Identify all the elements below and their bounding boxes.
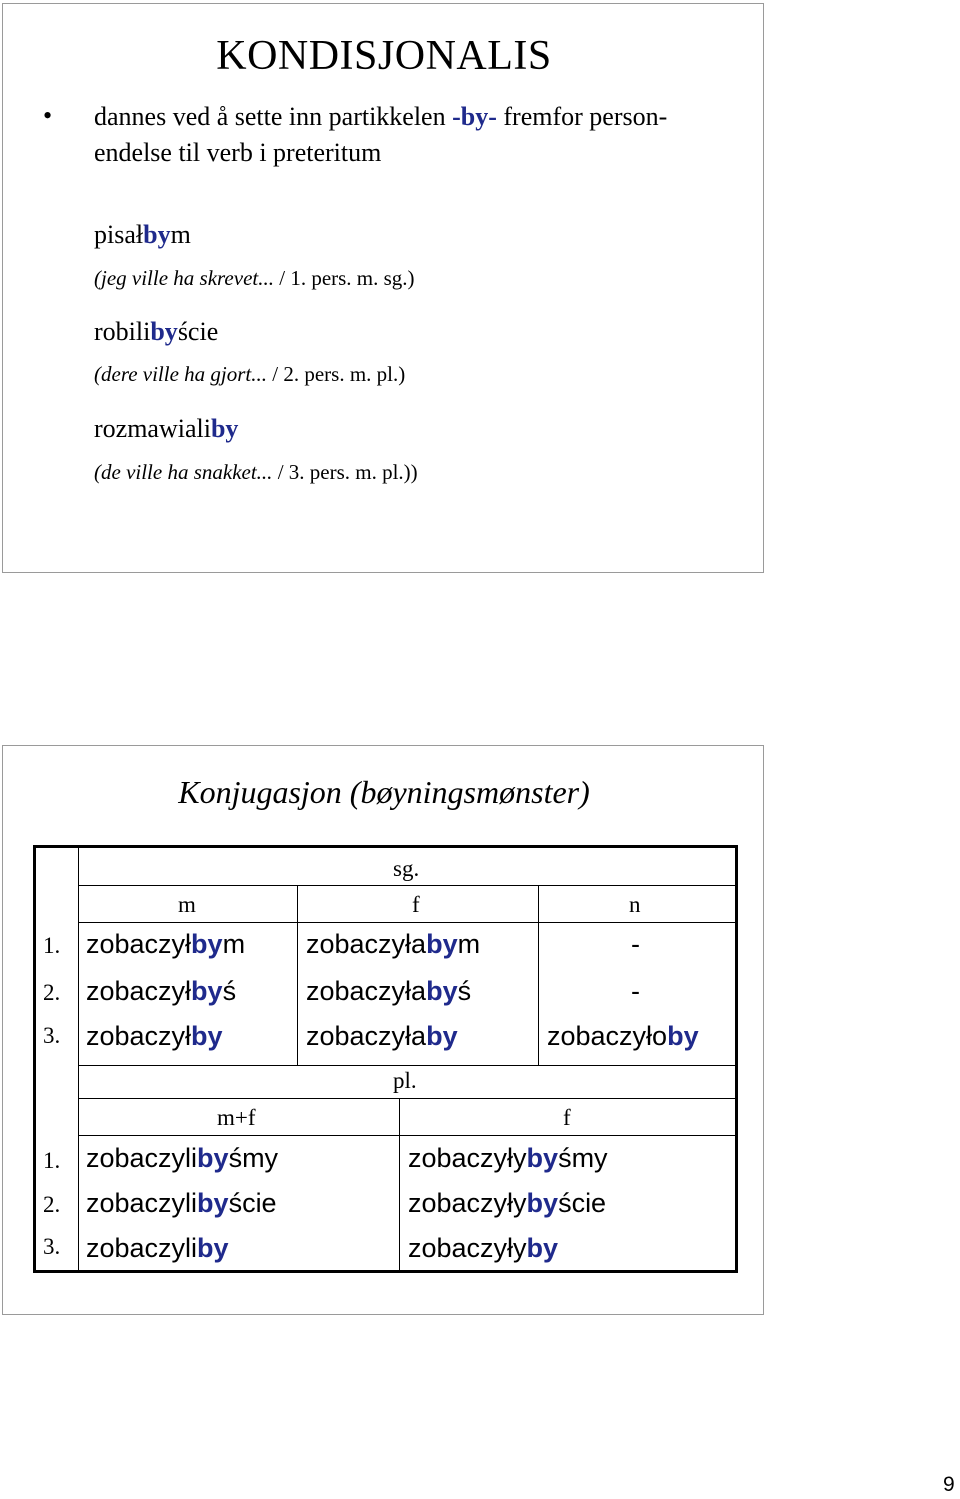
form-sg3-f: zobaczyłaby [306, 1021, 458, 1051]
col-header-f: f [412, 892, 420, 917]
form-pl3-f: zobaczyłyby [408, 1233, 559, 1263]
person-number: 2. [43, 980, 61, 1005]
col-header-n: n [629, 892, 641, 917]
person-number: 3. [43, 1023, 61, 1048]
table-divider [399, 1098, 400, 1272]
form-pl1-mf: zobaczylibyśmy [86, 1143, 279, 1173]
pl-label: pl. [393, 1068, 417, 1093]
person-number: 3. [43, 1234, 61, 1259]
form-sg3-n: zobaczyłoby [547, 1021, 699, 1051]
slide-kondisjonalis [2, 3, 764, 573]
person-number: 1. [43, 1148, 61, 1173]
person-number: 2. [43, 1192, 61, 1217]
example-word: robilibyście [94, 317, 219, 346]
example-gloss: (jeg ville ha skrevet... / 1. pers. m. sg.) [94, 266, 415, 290]
table-divider [78, 922, 737, 923]
col-header-f-pl: f [563, 1105, 571, 1130]
form-sg3-m: zobaczyłby [86, 1021, 223, 1051]
table-divider [78, 1098, 737, 1099]
table-divider [78, 885, 737, 886]
sg-label: sg. [393, 856, 420, 881]
form-pl1-f: zobaczyłybyśmy [408, 1143, 608, 1173]
particle-highlight: -by- [452, 102, 497, 131]
example-word: rozmawialiby [94, 414, 239, 443]
col-header-m: m [178, 892, 196, 917]
bullet-dot: • [43, 101, 53, 130]
example-word: pisałbym [94, 220, 191, 249]
col-header-mf: m+f [217, 1105, 256, 1130]
form-sg1-f: zobaczyłabym [306, 929, 481, 959]
table-divider [78, 1135, 737, 1136]
page-number: 9 [943, 1473, 955, 1496]
table-divider [297, 885, 298, 1065]
form-pl3-mf: zobaczyliby [86, 1233, 229, 1263]
slide-title: Konjugasjon (bøyningsmønster) [178, 774, 590, 810]
person-number: 1. [43, 933, 61, 958]
form-sg2-f: zobaczyłabyś [306, 976, 472, 1006]
form-sg1-n: - [631, 929, 640, 959]
form-sg1-m: zobaczyłbym [86, 929, 246, 959]
form-pl2-mf: zobaczylibyście [86, 1188, 277, 1218]
example-gloss: (de ville ha snakket... / 3. pers. m. pl.)) [94, 460, 418, 484]
slide-title: KONDISJONALIS [216, 33, 552, 79]
form-sg2-n: - [631, 976, 640, 1006]
example-gloss: (dere ville ha gjort... / 2. pers. m. pl.) [94, 362, 406, 386]
form-pl2-f: zobaczyłybyście [408, 1188, 607, 1218]
table-divider [78, 1065, 737, 1066]
table-divider [78, 846, 79, 1272]
table-divider [538, 885, 539, 1065]
form-sg2-m: zobaczyłbyś [86, 976, 237, 1006]
bullet-text: dannes ved å sette inn partikkelen -by- fremfor person-endelse til verb i preteritum [94, 102, 668, 167]
